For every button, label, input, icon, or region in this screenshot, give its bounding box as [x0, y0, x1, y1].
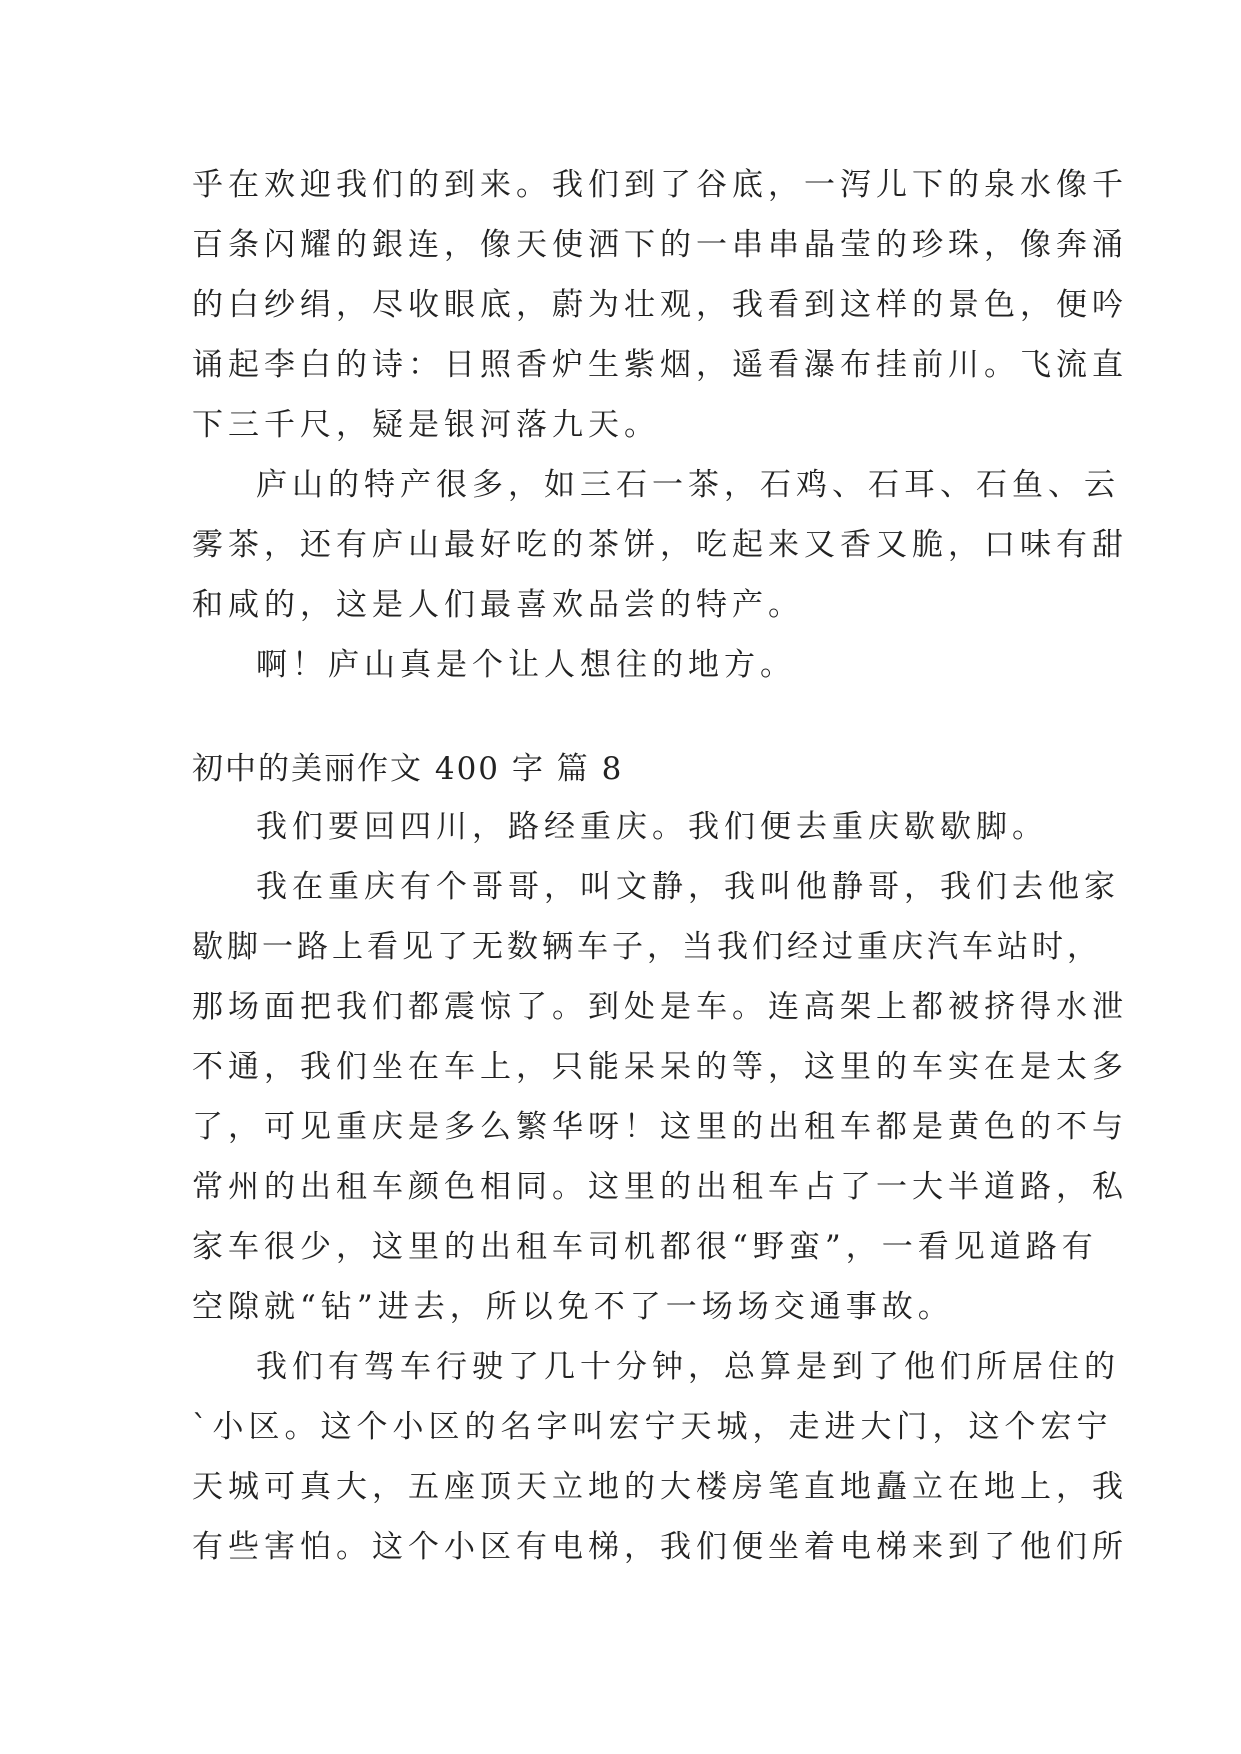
text-line: 我们要回四川，路经重庆。我们便去重庆歇歇脚。 [256, 809, 1048, 845]
text-line: 家车很少，这里的出租车司机都很“野蛮”，一看见道路有 [192, 1229, 1098, 1265]
text-line: 乎在欢迎我们的到来。我们到了谷底，一泻儿下的泉水像千 [192, 167, 1128, 203]
text-line: 啊！庐山真是个让人想往的地方。 [256, 647, 796, 683]
text-line: 天城可真大，五座顶天立地的大楼房笔直地矗立在地上，我 [192, 1469, 1128, 1505]
text-line: 雾茶，还有庐山最好吃的茶饼，吃起来又香又脆，口味有甜 [192, 527, 1128, 563]
text-line: 下三千尺，疑是银河落九天。 [192, 407, 660, 443]
text-line: 的白纱绢，尽收眼底，蔚为壮观，我看到这样的景色，便吟 [192, 287, 1128, 323]
text-line: `小区。这个小区的名字叫宏宁天城，走进大门，这个宏宁 [192, 1409, 1113, 1445]
text-line: 有些害怕。这个小区有电梯，我们便坐着电梯来到了他们所 [192, 1529, 1128, 1565]
text-line: 诵起李白的诗：日照香炉生紫烟，遥看瀑布挂前川。飞流直 [192, 347, 1128, 383]
text-line: 我们有驾车行驶了几十分钟，总算是到了他们所居住的 [256, 1349, 1120, 1385]
text-line: 不通，我们坐在车上，只能呆呆的等，这里的车实在是太多 [192, 1049, 1128, 1085]
text-line: 百条闪耀的銀连，像天使洒下的一串串晶莹的珍珠，像奔涌 [192, 227, 1128, 263]
text-line: 了，可见重庆是多么繁华呀！这里的出租车都是黄色的不与 [192, 1109, 1128, 1145]
section-heading: 初中的美丽作文 400 字 篇 8 [192, 751, 624, 787]
text-line: 那场面把我们都震惊了。到处是车。连高架上都被挤得水泄 [192, 989, 1128, 1025]
text-line: 空隙就“钻”进去，所以免不了一场场交通事故。 [192, 1289, 954, 1325]
text-line: 庐山的特产很多，如三石一茶，石鸡、石耳、石鱼、云 [256, 467, 1120, 503]
text-line: 常州的出租车颜色相同。这里的出租车占了一大半道路，私 [192, 1169, 1128, 1205]
text-line: 歇脚一路上看见了无数辆车子，当我们经过重庆汽车站时， [192, 929, 1102, 965]
text-line: 和咸的，这是人们最喜欢品尝的特产。 [192, 587, 804, 623]
text-line: 我在重庆有个哥哥，叫文静，我叫他静哥，我们去他家 [256, 869, 1120, 905]
